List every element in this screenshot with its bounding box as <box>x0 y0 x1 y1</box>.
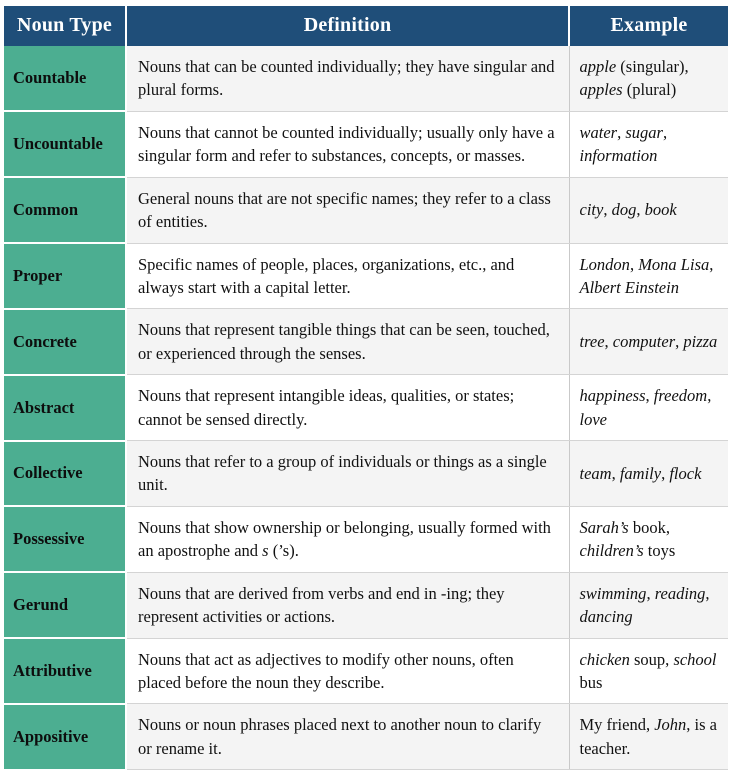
table-row <box>4 506 728 572</box>
definition-cell: General nouns that are not specific names; they refer to a class of entities. <box>126 177 569 243</box>
table-row <box>4 441 728 507</box>
example-cell: city, dog, book <box>569 177 728 243</box>
definition-cell: Nouns that are derived from verbs and end in -ing; they represent activities or actions. <box>126 572 569 638</box>
example-cell: My friend, John, is a teacher. <box>569 704 728 770</box>
definition-cell: Nouns that refer to a group of individuals or things as a single unit. <box>126 441 569 507</box>
table-row <box>4 572 728 638</box>
table-row <box>4 704 728 770</box>
definition-cell: Nouns that show ownership or belonging, usually formed with an apostrophe and s (’s). <box>126 506 569 572</box>
example-cell: Sarah’s book, children’s toys <box>569 506 728 572</box>
noun-type-cell: Concrete <box>4 309 126 375</box>
table-row <box>4 638 728 704</box>
example-cell: chicken soup, school bus <box>569 638 728 704</box>
definition-cell: Nouns or noun phrases placed next to another noun to clarify or rename it. <box>126 704 569 770</box>
definition-cell: Nouns that act as adjectives to modify other nouns, often placed before the noun they describe. <box>126 638 569 704</box>
table-row <box>4 177 728 243</box>
example-cell: apple (singular), apples (plural) <box>569 46 728 111</box>
noun-type-cell: Collective <box>4 441 126 507</box>
definition-cell: Nouns that represent tangible things that can be seen, touched, or experienced through the senses. <box>126 309 569 375</box>
header-row <box>4 6 728 46</box>
table-row <box>4 375 728 441</box>
column-header-example: Example <box>569 6 728 46</box>
noun-type-cell: Gerund <box>4 572 126 638</box>
table-row <box>4 111 728 177</box>
noun-type-cell: Attributive <box>4 638 126 704</box>
definition-cell: Nouns that cannot be counted individually; usually only have a singular form and refer to substances, concepts, or masses. <box>126 111 569 177</box>
noun-type-cell: Abstract <box>4 375 126 441</box>
noun-type-cell: Possessive <box>4 506 126 572</box>
example-cell: team, family, flock <box>569 441 728 507</box>
example-cell: tree, computer, pizza <box>569 309 728 375</box>
column-header-noun-type: Noun Type <box>4 6 126 46</box>
noun-type-cell: Uncountable <box>4 111 126 177</box>
noun-type-cell: Appositive <box>4 704 126 770</box>
noun-type-cell: Common <box>4 177 126 243</box>
table-row <box>4 46 728 111</box>
example-cell: water, sugar, information <box>569 111 728 177</box>
table-row <box>4 243 728 309</box>
noun-types-table <box>4 6 728 771</box>
noun-type-cell: Countable <box>4 46 126 111</box>
definition-cell: Specific names of people, places, organizations, etc., and always start with a capital letter. <box>126 243 569 309</box>
noun-types-table-container <box>4 6 728 771</box>
definition-cell: Nouns that represent intangible ideas, qualities, or states; cannot be sensed directly. <box>126 375 569 441</box>
table-row <box>4 309 728 375</box>
example-cell: London, Mona Lisa, Albert Einstein <box>569 243 728 309</box>
noun-type-cell: Proper <box>4 243 126 309</box>
example-cell: swimming, reading, dancing <box>569 572 728 638</box>
definition-cell: Nouns that can be counted individually; they have singular and plural forms. <box>126 46 569 111</box>
table-body <box>4 46 728 770</box>
column-header-definition: Definition <box>126 6 569 46</box>
example-cell: happiness, freedom, love <box>569 375 728 441</box>
table-header <box>4 6 728 46</box>
